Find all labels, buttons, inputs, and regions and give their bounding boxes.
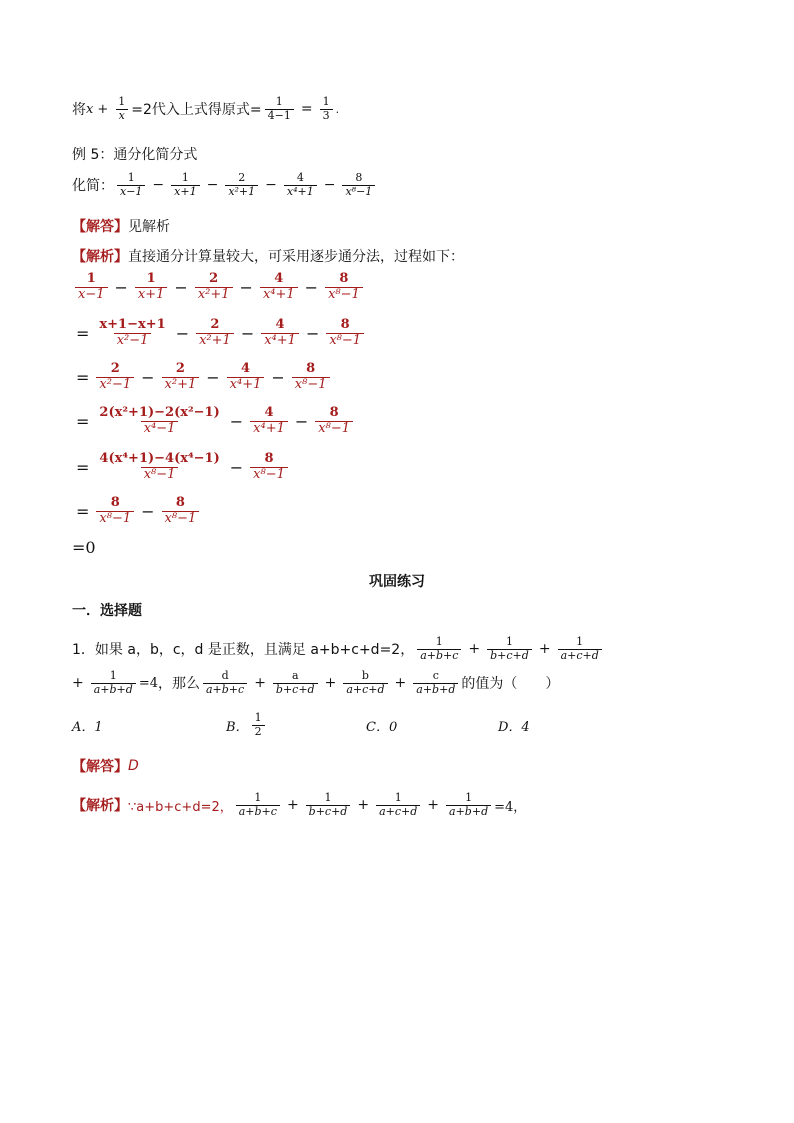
operator: − (175, 323, 190, 343)
denominator: x⁸−1 (326, 333, 364, 349)
fraction (196, 318, 234, 349)
numerator: 2 (238, 171, 246, 184)
operator: = (76, 323, 90, 343)
numerator: 8 (355, 171, 363, 184)
denominator: x+1 (135, 287, 168, 303)
fraction (284, 172, 317, 198)
fraction: $\frac{1}{3}$ (320, 96, 333, 122)
numerator: 1 (435, 635, 443, 648)
numerator: b (361, 669, 369, 682)
operator: − (304, 277, 319, 297)
denominator: x⁸−1 (250, 467, 288, 483)
fraction (135, 272, 168, 303)
operator: − (265, 177, 277, 194)
denominator: x²−1 (96, 377, 134, 393)
operator: + (254, 675, 266, 692)
derivation-row-3 (72, 362, 333, 393)
denominator: x²−1 (114, 333, 152, 349)
denominator: x²+1 (225, 185, 258, 199)
fraction (558, 636, 602, 662)
fraction: $\frac{1}{2}$ (252, 712, 265, 738)
fraction (75, 272, 108, 303)
denominator: a+c+d (376, 805, 420, 819)
fraction (203, 670, 247, 696)
analysis-terms (233, 792, 494, 818)
operator: − (206, 367, 220, 387)
denominator: x⁸−1 (141, 467, 179, 483)
operator: − (174, 277, 188, 297)
numerator: 8 (339, 271, 349, 286)
numerator: 2(x²+1)−2(x²−1) (99, 405, 220, 420)
operator: + (357, 797, 370, 814)
operator: − (323, 177, 336, 194)
option-d[interactable]: D．4 (498, 719, 530, 735)
fraction (225, 172, 258, 198)
denominator: x⁴+1 (250, 421, 288, 437)
denominator: x−1 (117, 185, 145, 199)
analysis-line: 【解析】 直接通分计算量较大，可采用逐步通分法，过程如下： (72, 249, 464, 265)
derivation-row-5 (72, 452, 291, 483)
numerator: c (432, 669, 439, 682)
denominator: b+c+d (487, 649, 532, 663)
denominator: a+b+c (417, 649, 461, 663)
operator: − (206, 177, 219, 194)
fraction (117, 172, 145, 198)
operator: = (76, 501, 90, 521)
denominator: x²+1 (162, 377, 200, 393)
derivation-row-2 (72, 318, 367, 349)
denominator: x²+1 (196, 333, 234, 349)
operator: + (427, 797, 440, 814)
fraction (343, 670, 387, 696)
fraction (292, 362, 330, 393)
numerator: 2 (209, 271, 219, 286)
denominator: x⁸−1 (162, 511, 200, 527)
numerator: 2 (175, 361, 185, 376)
numerator: 2 (210, 317, 220, 332)
numerator: 1 (254, 791, 262, 804)
fraction (96, 318, 168, 349)
fraction (96, 452, 222, 483)
operator: − (229, 457, 244, 477)
analysis-line-2: 【解析】 ∵a+b+c+d=2， $\frac{1}{a+b+c}$ + $\frac{1}{b+c+d}$ + $\frac{1}{a+c+d}$ + $\frac{1}{a+b+d}$ =4， (72, 791, 527, 818)
denominator: a+b+d (413, 683, 458, 697)
denominator: x+1 (171, 185, 199, 199)
numerator: 1 (465, 791, 473, 804)
numerator: 8 (110, 495, 120, 510)
fraction (96, 406, 222, 437)
denominator: x⁴+1 (227, 377, 265, 393)
fraction (96, 496, 134, 527)
fraction: $\frac{1}{x}$ (115, 96, 128, 122)
operator: − (271, 367, 285, 387)
fraction (236, 792, 280, 818)
derivation-result: =0 (72, 538, 96, 557)
denominator: x⁸−1 (342, 185, 375, 199)
sum-a (414, 636, 605, 662)
numerator: 1 (324, 791, 332, 804)
denominator: a+b+c (236, 805, 280, 819)
denominator: b+c+d (273, 683, 318, 697)
sum-b (200, 670, 461, 696)
denominator: a+b+d (446, 805, 491, 819)
section-title: 巩固练习 (369, 574, 425, 590)
denominator: x−1 (75, 287, 108, 303)
fraction (171, 172, 199, 198)
fraction (487, 636, 532, 662)
denominator: x⁴−1 (141, 421, 179, 437)
operator: − (114, 277, 128, 297)
fraction (195, 272, 233, 303)
derivation-row-1 (72, 272, 366, 303)
fraction (413, 670, 458, 696)
numerator: 4 (296, 171, 304, 184)
numerator: 4 (274, 271, 284, 286)
derivation-row-4 (72, 406, 356, 437)
numerator: 2 (110, 361, 120, 376)
fraction: $\frac{1}{4-1}$ (265, 96, 294, 122)
numerator: 1 (127, 171, 135, 184)
option-a[interactable]: A．1 (72, 719, 103, 735)
numerator: 1 (394, 791, 402, 804)
question-line-1: 1． 如果 a，b，c，d 是正数，且满足 a+b+c+d=2， $\frac{1}{a+b+c}$ + $\frac{1}{b+c+d}$ + $\frac{1}{a+c+d}$ (72, 636, 605, 662)
fraction (273, 670, 318, 696)
numerator: 1 (576, 635, 584, 648)
denominator: x⁸−1 (96, 511, 134, 527)
fraction (250, 406, 288, 437)
operator: + (538, 641, 551, 658)
fraction (162, 362, 200, 393)
numerator: 8 (329, 405, 339, 420)
operator: − (229, 411, 244, 431)
numerator: 8 (340, 317, 350, 332)
operator: − (239, 277, 253, 297)
operator: = (76, 367, 90, 387)
numerator: a (291, 669, 299, 682)
operator: = (76, 411, 90, 431)
substitution-line: 将 x + $\frac{1}{x}$ =2代入上式得原式= $\frac{1}{4-1}$ = $\frac{1}{3}$ . (72, 95, 340, 122)
denominator: x⁸−1 (325, 287, 363, 303)
fraction (96, 362, 134, 393)
simplify-line: 化简： $\frac{1}{x-1}$ − $\frac{1}{x+1}$ − $\frac{2}{\text{x²+1}}$ − $\frac{4}{\text{x⁴+1}}$ − $\frac{8}{\text{x⁸−1}}$ (72, 172, 378, 198)
operator: − (305, 323, 320, 343)
operator: + (468, 641, 481, 658)
numerator: 1 (505, 635, 513, 648)
denominator: a+b+c (203, 683, 247, 697)
denominator: x⁴+1 (284, 185, 317, 199)
denominator: b+c+d (306, 805, 351, 819)
numerator: 8 (264, 451, 274, 466)
answer-line: 【解答】 见解析 (72, 219, 170, 235)
fraction (315, 406, 353, 437)
answer-line-2: 【解答】 D (72, 758, 139, 775)
fraction (326, 318, 364, 349)
denominator: x²+1 (195, 287, 233, 303)
denominator: x⁸−1 (292, 377, 330, 393)
numerator: 4(x⁴+1)−4(x⁴−1) (99, 451, 220, 466)
numerator: 4 (240, 361, 251, 376)
question-line-2: + $\frac{1}{a+b+d}$ =4 ，那么 $\frac{d}{a+b+c}$ + $\frac{a}{b+c+d}$ + $\frac{b}{a+c+d}$ + $\frac{c}{a+b+d}$ 的值为（ ） (72, 669, 560, 696)
denominator: a+c+d (558, 649, 602, 663)
operator: − (141, 367, 155, 387)
denominator: x⁸−1 (315, 421, 353, 437)
fraction (376, 792, 420, 818)
denominator: x⁴+1 (261, 333, 299, 349)
example-terms (114, 172, 378, 198)
fraction: $\frac{1}{a+b+d}$ (91, 670, 136, 696)
derivation-row-6 (72, 496, 202, 527)
operator: − (294, 411, 309, 431)
operator: + (394, 675, 407, 692)
denominator: a+c+d (343, 683, 387, 697)
numerator: d (221, 669, 229, 682)
fraction (306, 792, 351, 818)
fraction (162, 496, 200, 527)
fraction (227, 362, 265, 393)
operator: = (76, 457, 90, 477)
denominator: x⁴+1 (260, 287, 298, 303)
subsection-title: 一．选择题 (72, 603, 142, 619)
options-row (72, 712, 692, 738)
operator: + (324, 675, 337, 692)
fraction (417, 636, 461, 662)
numerator: x+1−x+1 (99, 317, 166, 332)
numerator: 1 (181, 171, 189, 184)
fraction (250, 452, 288, 483)
operator: + (286, 797, 299, 814)
numerator: 4 (264, 405, 274, 420)
fraction (446, 792, 491, 818)
operator: − (141, 501, 155, 521)
numerator: 1 (146, 271, 156, 286)
example-title: 例 5：通分化简分式 (72, 147, 198, 163)
numerator: 8 (175, 495, 185, 510)
numerator: 8 (306, 361, 316, 376)
numerator: 1 (86, 271, 96, 286)
operator: − (152, 177, 165, 194)
option-c[interactable]: C．0 (366, 719, 398, 735)
fraction (342, 172, 375, 198)
fraction (260, 272, 298, 303)
option-b[interactable]: B． $\frac{1}{2}$ (226, 712, 366, 738)
numerator: 4 (275, 317, 285, 332)
operator: − (240, 323, 255, 343)
fraction (325, 272, 363, 303)
fraction (261, 318, 299, 349)
